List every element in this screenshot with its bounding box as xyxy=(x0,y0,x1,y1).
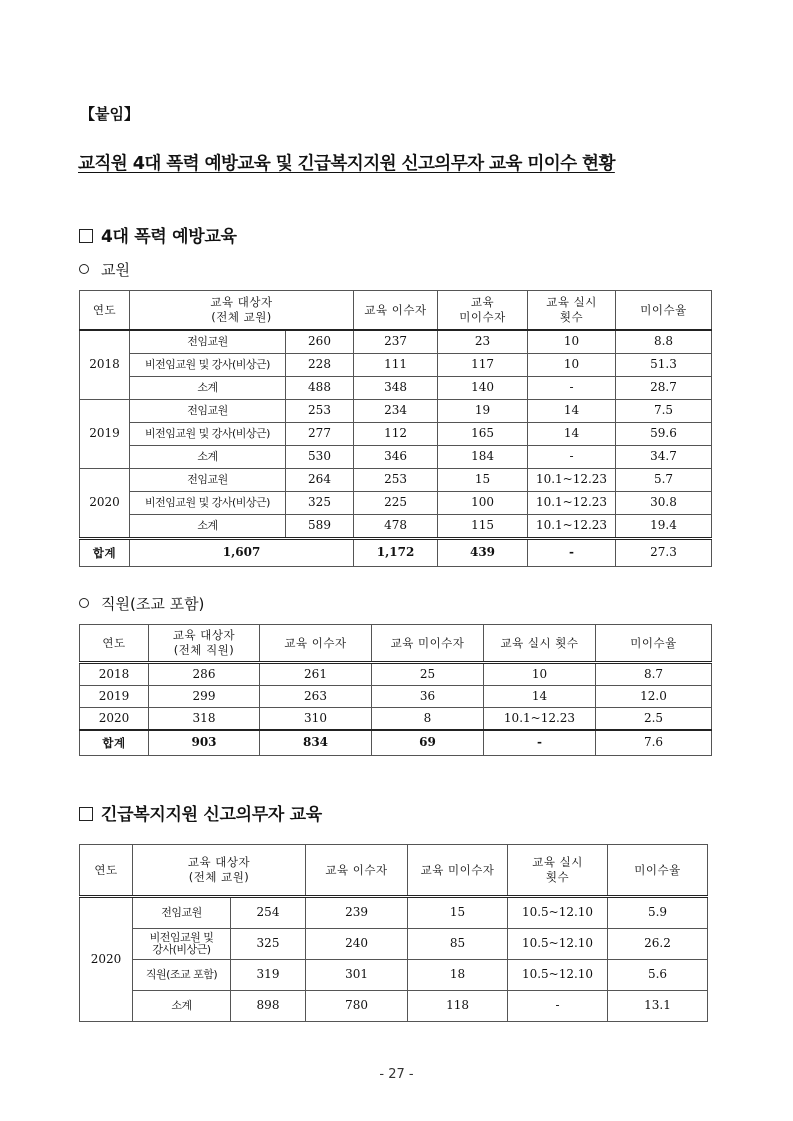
type-cell: 전임교원 xyxy=(133,897,231,929)
target-cell: 488 xyxy=(286,377,354,400)
total-row xyxy=(80,539,712,567)
completed-cell: 234 xyxy=(354,400,438,423)
target-cell: 228 xyxy=(286,354,354,377)
total-incomplete: 69 xyxy=(372,730,484,756)
target-cell: 325 xyxy=(286,492,354,515)
header-count: 교육 실시 횟수 xyxy=(528,291,616,331)
count-cell: 10 xyxy=(528,354,616,377)
page-number: - 27 - xyxy=(379,1067,414,1082)
year-cell: 2020 xyxy=(80,469,130,539)
table-row xyxy=(80,354,712,377)
target-cell: 319 xyxy=(231,960,306,991)
year-cell: 2019 xyxy=(80,686,149,708)
count-cell: 10.1~12.23 xyxy=(528,492,616,515)
total-label: 합계 xyxy=(80,730,149,756)
header-count: 교육 실시 횟수 xyxy=(484,625,596,663)
completed-cell: 112 xyxy=(354,423,438,446)
completed-cell: 346 xyxy=(354,446,438,469)
year-cell: 2020 xyxy=(80,708,149,731)
header-completed: 교육 이수자 xyxy=(354,291,438,331)
completed-cell: 240 xyxy=(306,929,408,960)
target-cell: 260 xyxy=(286,330,354,354)
total-count: - xyxy=(528,539,616,567)
header-target: 교육 대상자 (전체 직원) xyxy=(149,625,260,663)
attachment-label: 【붙임】 xyxy=(80,105,139,123)
completed-cell: 263 xyxy=(260,686,372,708)
incomplete-cell: 36 xyxy=(372,686,484,708)
rate-cell: 8.7 xyxy=(596,663,712,686)
completed-cell: 111 xyxy=(354,354,438,377)
count-cell: 10.5~12.10 xyxy=(508,897,608,929)
target-cell: 589 xyxy=(286,515,354,539)
table-row xyxy=(80,708,712,731)
completed-cell: 478 xyxy=(354,515,438,539)
header-rate: 미이수율 xyxy=(616,291,712,331)
target-cell: 253 xyxy=(286,400,354,423)
rate-cell: 7.5 xyxy=(616,400,712,423)
header-year: 연도 xyxy=(80,845,133,897)
target-cell: 299 xyxy=(149,686,260,708)
completed-cell: 261 xyxy=(260,663,372,686)
total-target: 1,607 xyxy=(130,539,354,567)
count-cell: - xyxy=(508,991,608,1022)
type-cell: 전임교원 xyxy=(130,330,286,354)
count-cell: 10.1~12.23 xyxy=(528,515,616,539)
target-cell: 277 xyxy=(286,423,354,446)
type-cell: 전임교원 xyxy=(130,400,286,423)
table-row xyxy=(80,423,712,446)
incomplete-cell: 25 xyxy=(372,663,484,686)
faculty-violence-table xyxy=(79,290,712,567)
header-incomplete: 교육 미이수자 xyxy=(408,845,508,897)
rate-cell: 59.6 xyxy=(616,423,712,446)
table-row xyxy=(80,492,712,515)
rate-cell: 12.0 xyxy=(596,686,712,708)
square-bullet-icon xyxy=(79,807,93,821)
total-row xyxy=(80,730,712,756)
table-row xyxy=(80,469,712,492)
section-title: 4대 폭력 예방교육 xyxy=(101,227,237,247)
target-cell: 264 xyxy=(286,469,354,492)
incomplete-cell: 140 xyxy=(438,377,528,400)
type-cell: 소계 xyxy=(130,515,286,539)
rate-cell: 2.5 xyxy=(596,708,712,731)
target-cell: 898 xyxy=(231,991,306,1022)
square-bullet-icon xyxy=(79,229,93,243)
type-cell: 소계 xyxy=(130,377,286,400)
rate-cell: 19.4 xyxy=(616,515,712,539)
rate-cell: 28.7 xyxy=(616,377,712,400)
count-cell: 14 xyxy=(484,686,596,708)
rate-cell: 34.7 xyxy=(616,446,712,469)
total-completed: 834 xyxy=(260,730,372,756)
target-cell: 318 xyxy=(149,708,260,731)
rate-cell: 5.7 xyxy=(616,469,712,492)
header-year: 연도 xyxy=(80,625,149,663)
type-cell: 비전임교원 및 강사(비상근) xyxy=(133,929,231,960)
count-cell: 10 xyxy=(484,663,596,686)
total-rate: 27.3 xyxy=(616,539,712,567)
subheading-text: 교원 xyxy=(101,261,130,279)
table-row xyxy=(80,929,708,960)
incomplete-cell: 85 xyxy=(408,929,508,960)
year-cell: 2018 xyxy=(80,330,130,400)
incomplete-cell: 184 xyxy=(438,446,528,469)
count-cell: 10.1~12.23 xyxy=(484,708,596,731)
header-count: 교육 실시 횟수 xyxy=(508,845,608,897)
rate-cell: 5.6 xyxy=(608,960,708,991)
total-incomplete: 439 xyxy=(438,539,528,567)
completed-cell: 310 xyxy=(260,708,372,731)
total-completed: 1,172 xyxy=(354,539,438,567)
year-cell: 2018 xyxy=(80,663,149,686)
incomplete-cell: 19 xyxy=(438,400,528,423)
subheading-text: 직원(조교 포함) xyxy=(101,595,205,613)
year-cell: 2020 xyxy=(80,897,133,1022)
header-completed: 교육 이수자 xyxy=(306,845,408,897)
target-cell: 254 xyxy=(231,897,306,929)
count-cell: 10.1~12.23 xyxy=(528,469,616,492)
total-count: - xyxy=(484,730,596,756)
incomplete-cell: 165 xyxy=(438,423,528,446)
incomplete-cell: 15 xyxy=(408,897,508,929)
incomplete-cell: 18 xyxy=(408,960,508,991)
rate-cell: 26.2 xyxy=(608,929,708,960)
table-row xyxy=(80,686,712,708)
target-cell: 286 xyxy=(149,663,260,686)
incomplete-cell: 115 xyxy=(438,515,528,539)
header-year: 연도 xyxy=(80,291,130,331)
total-target: 903 xyxy=(149,730,260,756)
type-cell: 비전임교원 및 강사(비상근) xyxy=(130,423,286,446)
table-row xyxy=(80,897,708,929)
document-title: 교직원 4대 폭력 예방교육 및 긴급복지지원 신고의무자 교육 미이수 현황 xyxy=(78,154,615,174)
completed-cell: 237 xyxy=(354,330,438,354)
incomplete-cell: 100 xyxy=(438,492,528,515)
completed-cell: 225 xyxy=(354,492,438,515)
section-heading-violence-prevention xyxy=(79,222,237,247)
count-cell: - xyxy=(528,377,616,400)
table-row xyxy=(80,515,712,539)
incomplete-cell: 118 xyxy=(408,991,508,1022)
emergency-welfare-table xyxy=(79,844,708,1022)
subheading-faculty xyxy=(79,259,130,280)
completed-cell: 239 xyxy=(306,897,408,929)
table-row xyxy=(80,663,712,686)
table-row xyxy=(80,377,712,400)
count-cell: 10.5~12.10 xyxy=(508,960,608,991)
incomplete-cell: 8 xyxy=(372,708,484,731)
header-rate: 미이수율 xyxy=(608,845,708,897)
count-cell: - xyxy=(528,446,616,469)
count-cell: 14 xyxy=(528,423,616,446)
total-label: 합계 xyxy=(80,539,130,567)
completed-cell: 253 xyxy=(354,469,438,492)
subheading-staff xyxy=(79,593,204,614)
table-row xyxy=(80,330,712,354)
table-row xyxy=(80,991,708,1022)
completed-cell: 348 xyxy=(354,377,438,400)
count-cell: 14 xyxy=(528,400,616,423)
count-cell: 10 xyxy=(528,330,616,354)
table-row xyxy=(80,960,708,991)
type-cell: 소계 xyxy=(130,446,286,469)
staff-violence-table xyxy=(79,624,712,756)
incomplete-cell: 23 xyxy=(438,330,528,354)
target-cell: 530 xyxy=(286,446,354,469)
type-cell: 비전임교원 및 강사(비상근) xyxy=(130,492,286,515)
rate-cell: 13.1 xyxy=(608,991,708,1022)
circle-bullet-icon xyxy=(79,264,89,274)
table-row xyxy=(80,446,712,469)
total-rate: 7.6 xyxy=(596,730,712,756)
rate-cell: 8.8 xyxy=(616,330,712,354)
header-incomplete: 교육 미이수자 xyxy=(372,625,484,663)
rate-cell: 30.8 xyxy=(616,492,712,515)
section-title: 긴급복지지원 신고의무자 교육 xyxy=(101,805,322,825)
header-incomplete: 교육 미이수자 xyxy=(438,291,528,331)
rate-cell: 5.9 xyxy=(608,897,708,929)
rate-cell: 51.3 xyxy=(616,354,712,377)
type-cell: 직원(조교 포함) xyxy=(133,960,231,991)
incomplete-cell: 15 xyxy=(438,469,528,492)
completed-cell: 780 xyxy=(306,991,408,1022)
type-cell: 전임교원 xyxy=(130,469,286,492)
circle-bullet-icon xyxy=(79,598,89,608)
count-cell: 10.5~12.10 xyxy=(508,929,608,960)
completed-cell: 301 xyxy=(306,960,408,991)
year-cell: 2019 xyxy=(80,400,130,469)
header-target: 교육 대상자 (전체 교원) xyxy=(133,845,306,897)
header-completed: 교육 이수자 xyxy=(260,625,372,663)
incomplete-cell: 117 xyxy=(438,354,528,377)
table-row xyxy=(80,400,712,423)
header-rate: 미이수율 xyxy=(596,625,712,663)
section-heading-emergency-welfare xyxy=(79,800,322,825)
type-cell: 소계 xyxy=(133,991,231,1022)
header-target: 교육 대상자 (전체 교원) xyxy=(130,291,354,331)
type-cell: 비전임교원 및 강사(비상근) xyxy=(130,354,286,377)
target-cell: 325 xyxy=(231,929,306,960)
